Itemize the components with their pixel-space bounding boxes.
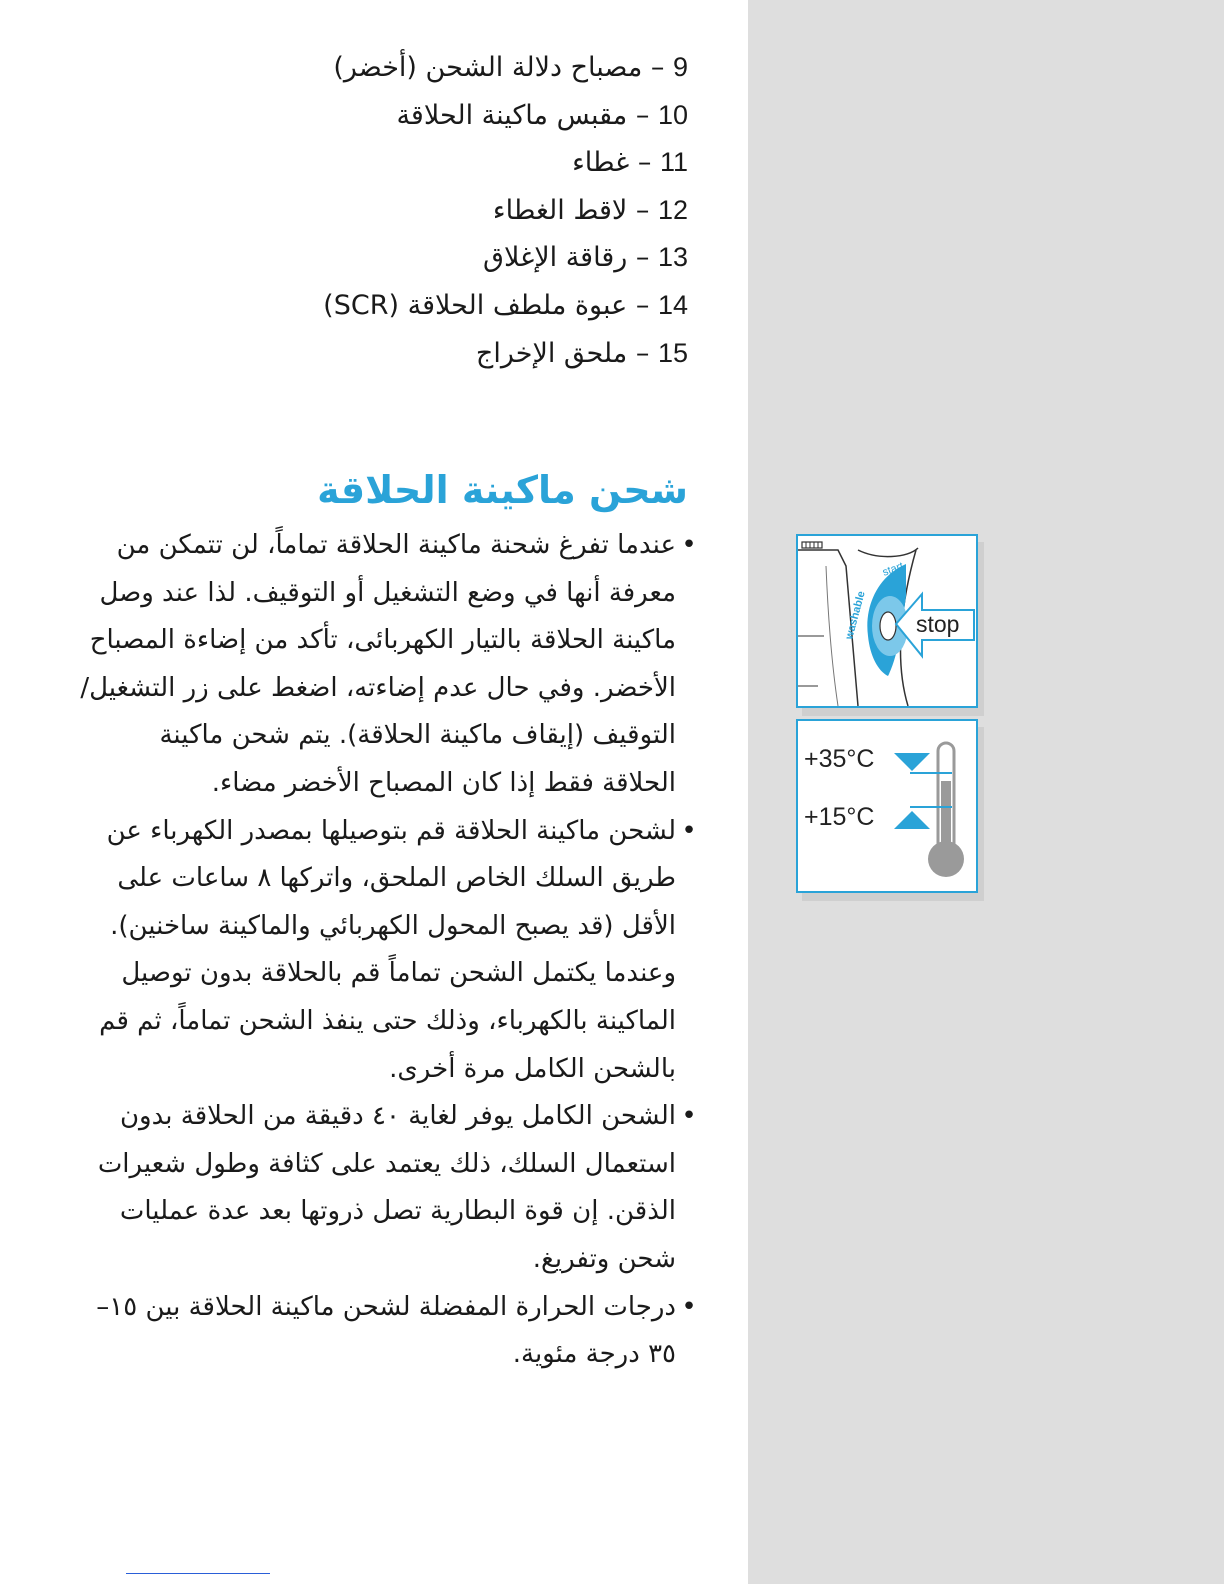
washable-label: washable — [843, 589, 868, 641]
part-number: 14 — [657, 289, 688, 320]
part-label: – عبوة ملطف الحلاقة (SCR) — [323, 289, 650, 321]
parts-list-item — [100, 234, 688, 282]
bullet-item — [78, 808, 698, 1094]
section-title: شحن ماكينة الحلاقة — [317, 468, 688, 512]
thermometer-icon — [928, 743, 964, 877]
part-label: – مقبس ماكينة الحلاقة — [396, 99, 650, 131]
grille-icon — [802, 542, 822, 548]
lower-temp-label: +15°C — [804, 803, 875, 831]
bullet-text: الشحن الكامل يوفر لغاية ٤٠ دقيقة من الحلاقة بدون استعمال السلك، ذلك يعتمد على كثافة وطول شعيرات الذقن. إن قوة البطارية تصل ذروتها بعد عدة عمليات شحن وتفريغ. — [97, 1101, 676, 1274]
shaver-switch-figure — [796, 534, 978, 708]
start-label: start — [880, 560, 906, 579]
parts-list-item — [100, 330, 688, 378]
bullet-text: عندما تفرغ شحنة ماكينة الحلاقة تماماً، لن تتمكن من معرفة أنها في وضع التشغيل أو التوقيف. لذا عند وصل ماكينة الحلاقة بالتيار الكهربائى، تأكد من إضاءة المصباح الأخضر. وفي حال عدم إضاءته، اضغط على زر التشغيل/ التوقيف (إيقاف ماكينة الحلاقة). يتم شحن ماكينة الحلاقة فقط إذا كان المصباح الأخضر مضاء. — [80, 530, 676, 798]
shaver-illustration — [798, 536, 976, 706]
bullet-text: لشحن ماكينة الحلاقة قم بتوصيلها بمصدر الكهرباء عن طريق السلك الخاص الملحق، واتركها ٨ ساعات على الأقل (قد يصبح المحول الكهربائي والماكينة ساخنين). وعندما يكتمل الشحن تماماً قم بالحلاقة بدون توصيل الماكينة بالكهرباء، وذلك حتى ينفذ الشحن تماماً، ثم قم بالشحن الكامل مرة أخرى. — [99, 815, 676, 1084]
part-label: – ملحق الإخراج — [475, 337, 650, 369]
part-label: – غطاء — [572, 147, 652, 179]
part-number: 12 — [657, 194, 688, 225]
bullet-text: درجات الحرارة المفضلة لشحن ماكينة الحلاقة بين ١٥–٣٥ درجة مئوية. — [96, 1291, 676, 1370]
part-number: 9 — [672, 52, 688, 82]
part-label: – لاقط الغطاء — [492, 194, 650, 226]
part-number: 15 — [657, 337, 688, 368]
bullet-dot: • — [681, 530, 697, 560]
parts-list-item — [100, 187, 688, 235]
part-number: 10 — [657, 99, 688, 130]
bullet-dot: • — [681, 1101, 697, 1132]
stop-label: stop — [916, 611, 960, 637]
temperature-figure — [796, 719, 978, 893]
bullet-item — [78, 1284, 698, 1379]
bullet-list — [78, 522, 698, 1379]
parts-list-item — [100, 139, 688, 187]
part-number: 11 — [659, 147, 688, 178]
part-label: – مصباح دلالة الشحن (أخضر) — [333, 52, 665, 83]
parts-list-item — [100, 92, 688, 140]
bullet-dot: • — [681, 1291, 697, 1322]
parts-list — [100, 44, 688, 377]
bullet-item — [78, 522, 698, 808]
thermometer-illustration — [798, 721, 976, 891]
footnote-rule — [126, 1573, 270, 1574]
part-label: – رقاقة الإغلاق — [483, 242, 650, 274]
bullet-dot: • — [681, 815, 697, 846]
parts-list-item — [100, 44, 688, 92]
bullet-item — [78, 1093, 698, 1283]
parts-list-item — [100, 282, 688, 330]
upper-temp-label: +35°C — [804, 745, 875, 773]
part-number: 13 — [657, 242, 688, 273]
